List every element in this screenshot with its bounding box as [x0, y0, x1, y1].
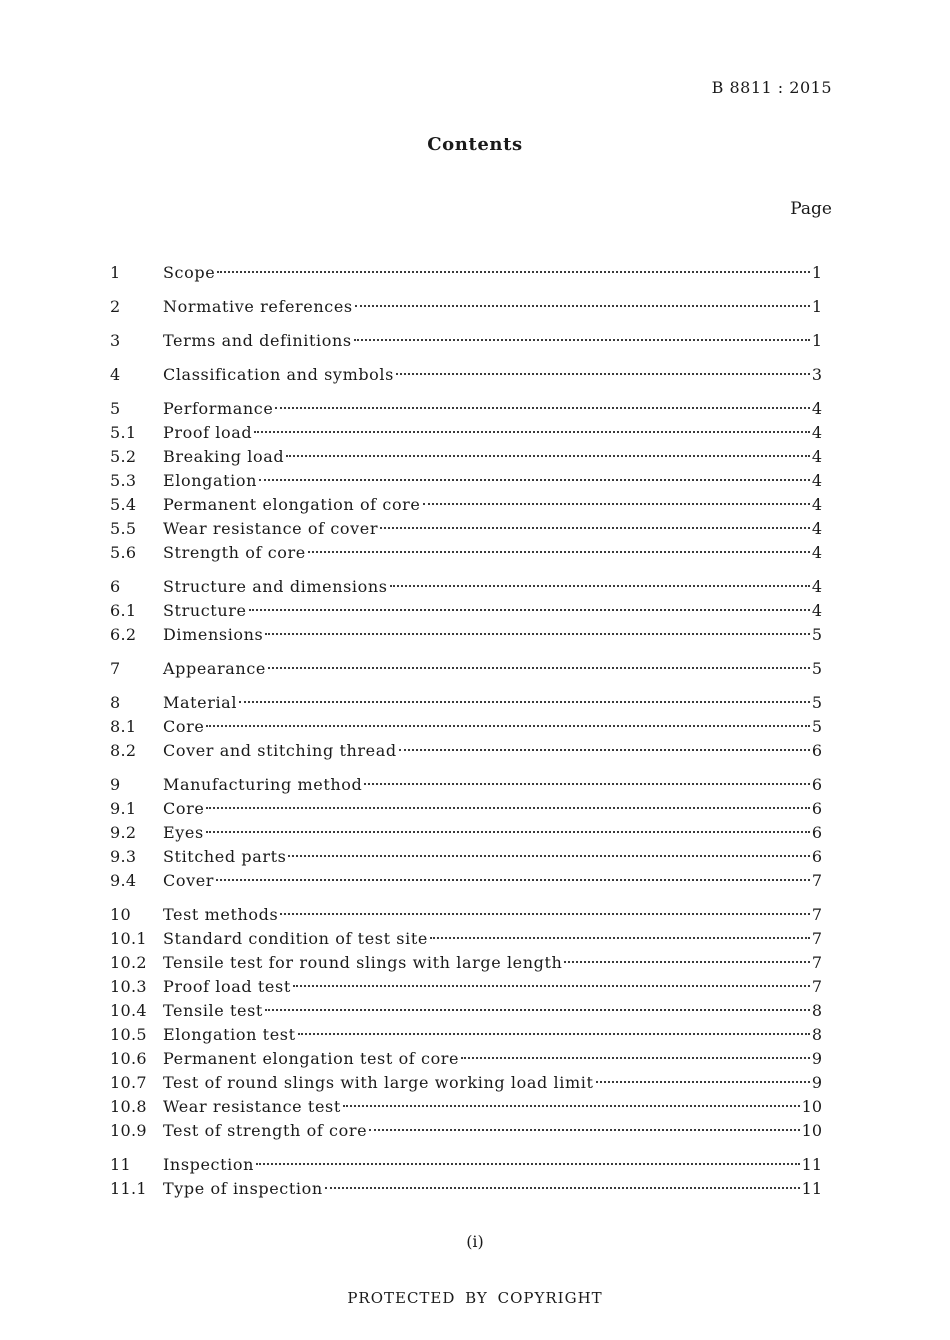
toc-entry-page: 4 — [811, 471, 822, 490]
toc-entry-number: 10.1 — [110, 929, 147, 948]
toc-entry-page: 5 — [811, 625, 822, 644]
toc-entry-number: 6.2 — [110, 625, 137, 644]
toc-entry-title: Proof load test — [163, 977, 291, 996]
toc-entry-page: 6 — [811, 847, 822, 866]
toc-entry-number: 9.2 — [110, 823, 137, 842]
toc-entry[interactable] — [110, 445, 822, 469]
dot-leader — [265, 633, 809, 635]
toc-entry[interactable] — [110, 421, 822, 445]
dot-leader — [216, 879, 810, 881]
toc-entry-title: Cover — [163, 871, 215, 890]
standard-number: B 8811 : 2015 — [711, 78, 832, 97]
toc-entry-page: 7 — [811, 905, 822, 924]
dot-leader — [461, 1057, 810, 1059]
toc-entry-page: 11 — [801, 1155, 822, 1174]
toc-entry-title: Appearance — [163, 659, 266, 678]
toc-entry-number: 9.4 — [110, 871, 137, 890]
toc-entry-number: 6 — [110, 577, 121, 596]
toc-entry[interactable] — [110, 469, 822, 493]
toc-entry-title: Stitched parts — [163, 847, 287, 866]
page-title: Contents — [427, 134, 523, 155]
dot-leader — [355, 305, 810, 307]
toc-entry-page: 8 — [811, 1001, 822, 1020]
toc-entry-number: 5.2 — [110, 447, 137, 466]
toc-entry-number: 7 — [110, 659, 121, 678]
copyright-notice: PROTECTED BY COPYRIGHT — [347, 1289, 603, 1307]
toc-entry[interactable] — [110, 1095, 822, 1119]
toc-entry-page: 1 — [811, 297, 822, 316]
dot-leader — [308, 551, 810, 553]
dot-leader — [254, 431, 810, 433]
toc-entry-page: 6 — [811, 823, 822, 842]
toc-entry-number: 10.5 — [110, 1025, 147, 1044]
toc-entry-title: Permanent elongation of core — [163, 495, 421, 514]
dot-leader — [399, 749, 810, 751]
toc-entry-page: 4 — [811, 447, 822, 466]
toc-entry-title: Core — [163, 717, 205, 736]
toc-entry-page: 9 — [811, 1049, 822, 1068]
toc-entry-number: 6.1 — [110, 601, 137, 620]
toc-entry[interactable] — [110, 599, 822, 623]
dot-leader — [249, 609, 810, 611]
toc-entry-title: Test of round slings with large working load limit — [163, 1073, 594, 1092]
toc-entry-title: Elongation test — [163, 1025, 296, 1044]
toc-entry-title: Standard condition of test site — [163, 929, 428, 948]
toc-entry-number: 8.2 — [110, 741, 137, 760]
dot-leader — [206, 831, 810, 833]
toc-entry[interactable] — [110, 329, 822, 353]
dot-leader — [354, 339, 810, 341]
toc-entry-page: 4 — [811, 543, 822, 562]
toc-entry-title: Test of strength of core — [163, 1121, 368, 1140]
toc-entry[interactable] — [110, 493, 822, 517]
toc-entry-number: 5.5 — [110, 519, 137, 538]
toc-entry-title: Performance — [163, 399, 274, 418]
toc-entry-number: 8.1 — [110, 717, 137, 736]
toc-entry-number: 5.3 — [110, 471, 137, 490]
toc-entry-number: 10.6 — [110, 1049, 147, 1068]
toc-entry-page: 10 — [801, 1097, 822, 1116]
toc-entry-title: Elongation — [163, 471, 257, 490]
toc-entry[interactable] — [110, 623, 822, 647]
toc-entry[interactable] — [110, 821, 822, 845]
toc-entry-number: 8 — [110, 693, 121, 712]
toc-entry-page: 4 — [811, 519, 822, 538]
toc-entry-number: 5.4 — [110, 495, 137, 514]
toc-entry-number: 2 — [110, 297, 121, 316]
toc-entry-number: 10 — [110, 905, 131, 924]
toc-entry-title: Normative references — [163, 297, 353, 316]
dot-leader — [288, 855, 809, 857]
toc-entry-title: Classification and symbols — [163, 365, 394, 384]
toc-entry[interactable] — [110, 363, 822, 387]
toc-entry[interactable] — [110, 773, 822, 797]
dot-leader — [343, 1105, 800, 1107]
toc-entry[interactable] — [110, 261, 822, 285]
toc-entry-title: Core — [163, 799, 205, 818]
toc-entry-number: 10.4 — [110, 1001, 147, 1020]
toc-entry[interactable] — [110, 295, 822, 319]
dot-leader — [293, 985, 810, 987]
toc-entry[interactable] — [110, 1177, 822, 1201]
toc-entry-page: 9 — [811, 1073, 822, 1092]
toc-entry-page: 4 — [811, 399, 822, 418]
toc-entry-title: Structure and dimensions — [163, 577, 388, 596]
toc-entry-page: 5 — [811, 693, 822, 712]
toc-entry-number: 10.2 — [110, 953, 147, 972]
toc-entry-number: 11 — [110, 1155, 131, 1174]
dot-leader — [268, 667, 810, 669]
toc-entry-number: 5 — [110, 399, 121, 418]
toc-entry-title: Test methods — [163, 905, 279, 924]
dot-leader — [206, 725, 809, 727]
toc-entry[interactable] — [110, 1023, 822, 1047]
toc-entry-title: Inspection — [163, 1155, 254, 1174]
dot-leader — [259, 479, 810, 481]
dot-leader — [256, 1163, 800, 1165]
toc-entry[interactable] — [110, 951, 822, 975]
toc-entry-number: 9.1 — [110, 799, 137, 818]
toc-entry-number: 11.1 — [110, 1179, 147, 1198]
toc-entry-title: Cover and stitching thread — [163, 741, 397, 760]
toc-entry[interactable] — [110, 739, 822, 763]
page-column-heading: Page — [790, 199, 832, 219]
toc-entry-title: Material — [163, 693, 238, 712]
toc-entry-page: 1 — [811, 263, 822, 282]
toc-entry-page: 7 — [811, 953, 822, 972]
toc-entry-page: 10 — [801, 1121, 822, 1140]
dot-leader — [596, 1081, 810, 1083]
dot-leader — [396, 373, 810, 375]
toc-entry-title: Dimensions — [163, 625, 264, 644]
toc-entry-title: Manufacturing method — [163, 775, 363, 794]
table-of-contents — [110, 261, 822, 1201]
dot-leader — [390, 585, 810, 587]
toc-entry[interactable] — [110, 999, 822, 1023]
dot-leader — [423, 503, 810, 505]
toc-entry-number: 10.3 — [110, 977, 147, 996]
toc-entry-title: Eyes — [163, 823, 204, 842]
toc-entry-number: 9 — [110, 775, 121, 794]
dot-leader — [325, 1187, 800, 1189]
dot-leader — [286, 455, 810, 457]
dot-leader — [280, 913, 810, 915]
toc-entry[interactable] — [110, 903, 822, 927]
toc-entry-page: 4 — [811, 577, 822, 596]
dot-leader — [265, 1009, 810, 1011]
toc-entry-page: 4 — [811, 601, 822, 620]
toc-entry-title: Breaking load — [163, 447, 285, 466]
toc-entry[interactable] — [110, 1047, 822, 1071]
dot-leader — [430, 937, 810, 939]
dot-leader — [217, 271, 810, 273]
toc-entry-number: 10.7 — [110, 1073, 147, 1092]
page-folio: (i) — [466, 1232, 484, 1251]
toc-entry[interactable] — [110, 1071, 822, 1095]
dot-leader — [275, 407, 809, 409]
toc-entry[interactable] — [110, 657, 822, 681]
toc-entry-page: 7 — [811, 929, 822, 948]
toc-entry[interactable] — [110, 845, 822, 869]
toc-entry-page: 4 — [811, 495, 822, 514]
dot-leader — [364, 783, 809, 785]
toc-entry-title: Tensile test for round slings with large length — [163, 953, 563, 972]
toc-entry-page: 7 — [811, 871, 822, 890]
toc-entry[interactable] — [110, 575, 822, 599]
toc-entry-title: Tensile test — [163, 1001, 263, 1020]
toc-entry-title: Permanent elongation test of core — [163, 1049, 460, 1068]
dot-leader — [239, 701, 810, 703]
toc-entry[interactable] — [110, 715, 822, 739]
dot-leader — [564, 961, 809, 963]
toc-entry[interactable] — [110, 397, 822, 421]
toc-entry-title: Wear resistance of cover — [163, 519, 379, 538]
toc-entry[interactable] — [110, 975, 822, 999]
toc-entry-number: 1 — [110, 263, 121, 282]
dot-leader — [380, 527, 810, 529]
toc-entry-number: 4 — [110, 365, 121, 384]
toc-entry-page: 5 — [811, 659, 822, 678]
toc-entry-page: 7 — [811, 977, 822, 996]
toc-entry[interactable] — [110, 691, 822, 715]
toc-entry-page: 4 — [811, 423, 822, 442]
toc-entry-title: Wear resistance test — [163, 1097, 341, 1116]
toc-entry[interactable] — [110, 1119, 822, 1143]
toc-entry-page: 3 — [811, 365, 822, 384]
toc-entry-title: Structure — [163, 601, 247, 620]
toc-entry-page: 5 — [811, 717, 822, 736]
toc-entry-number: 5.6 — [110, 543, 137, 562]
toc-entry-page: 6 — [811, 775, 822, 794]
toc-entry-page: 8 — [811, 1025, 822, 1044]
toc-entry-page: 11 — [801, 1179, 822, 1198]
dot-leader — [369, 1129, 799, 1131]
toc-entry[interactable] — [110, 517, 822, 541]
toc-entry-page: 6 — [811, 741, 822, 760]
dot-leader — [298, 1033, 810, 1035]
toc-entry-number: 10.8 — [110, 1097, 147, 1116]
toc-entry-number: 3 — [110, 331, 121, 350]
toc-entry[interactable] — [110, 869, 822, 893]
toc-entry-title: Type of inspection — [163, 1179, 323, 1198]
toc-entry-title: Strength of core — [163, 543, 306, 562]
toc-entry-number: 10.9 — [110, 1121, 147, 1140]
toc-entry[interactable] — [110, 927, 822, 951]
toc-entry-page: 1 — [811, 331, 822, 350]
toc-entry-title: Scope — [163, 263, 216, 282]
toc-entry-number: 5.1 — [110, 423, 137, 442]
toc-entry[interactable] — [110, 1153, 822, 1177]
toc-entry-title: Terms and definitions — [163, 331, 352, 350]
toc-entry-title: Proof load — [163, 423, 253, 442]
toc-entry-page: 6 — [811, 799, 822, 818]
toc-entry-number: 9.3 — [110, 847, 137, 866]
dot-leader — [206, 807, 809, 809]
toc-entry[interactable] — [110, 541, 822, 565]
toc-entry[interactable] — [110, 797, 822, 821]
